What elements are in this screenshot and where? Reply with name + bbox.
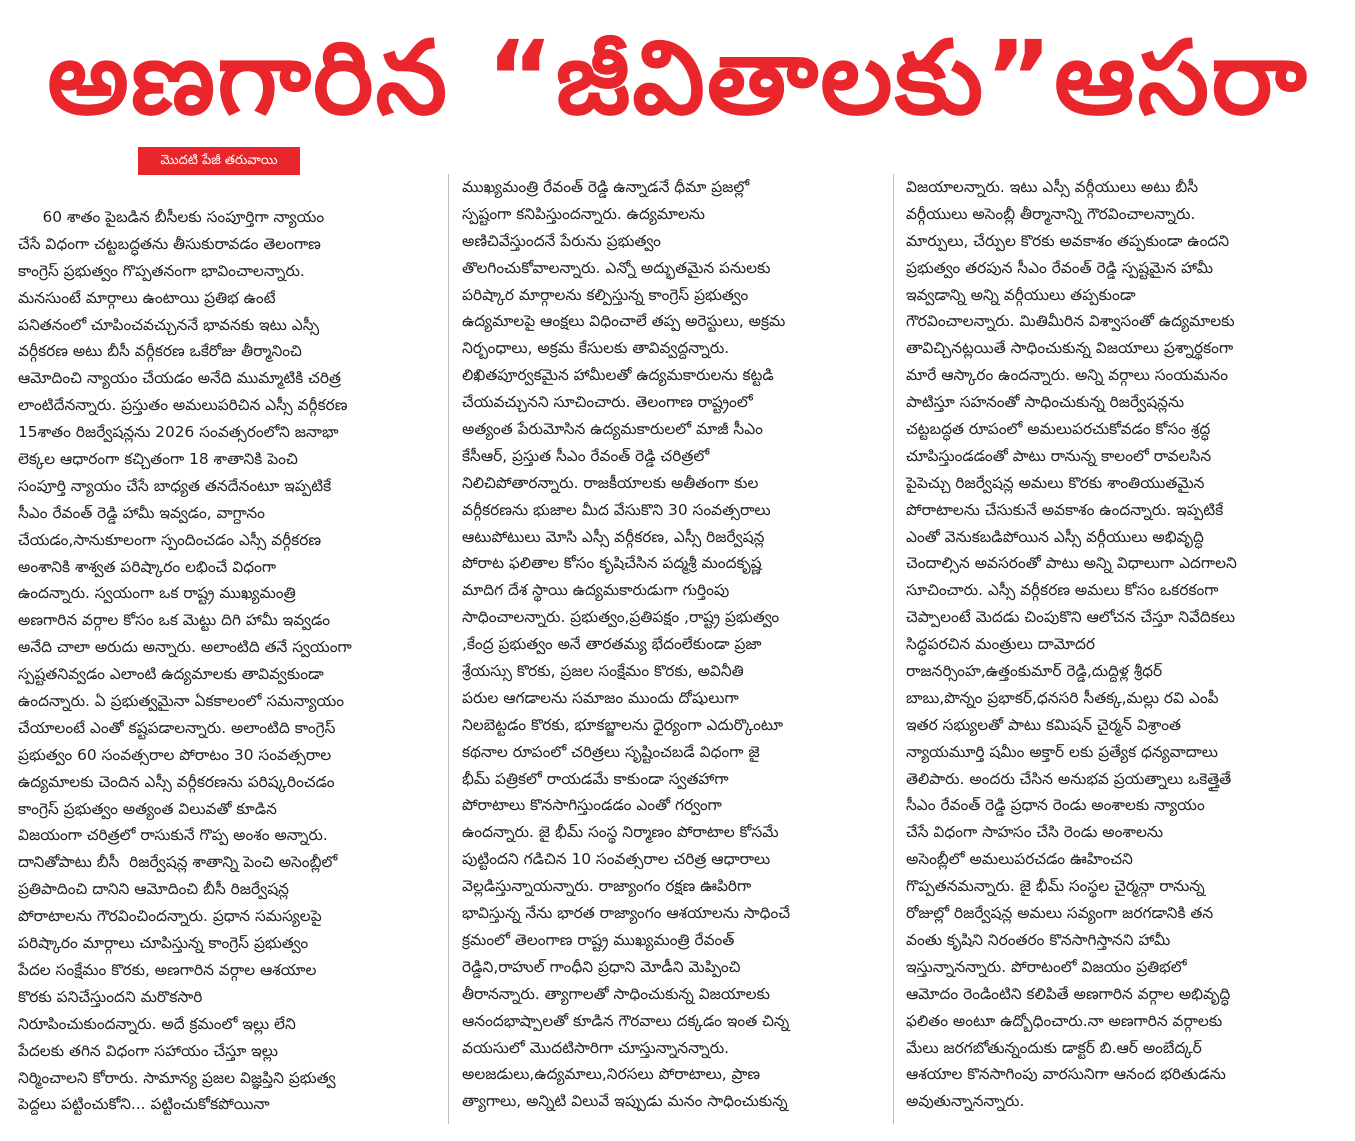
article-line: పనితనంలో చూపించవచ్చుననే భావనకు ఇటు ఎస్సీ [18, 315, 320, 334]
article-line: చూపిస్తుండడంతో పాటు రానున్న కాలంలో రావలసిన [906, 446, 1212, 465]
article-column-3 [906, 174, 1338, 1115]
article-line: వర్గీయులు అసెంబ్లీ తీర్మానాన్ని గౌరవించాలన్నారు. [906, 204, 1196, 223]
article-line: చేసే విధంగా సాహసం చేసి రెండు అంశాలను [906, 823, 1164, 842]
article-line: ఫలితం అంటూ ఉద్బోధించారు.నా అణగారిన వర్గాలకు [906, 1011, 1223, 1030]
article-line: ఆటుపోటులు మోసి ఎస్సీ వర్గీకరణ, ఎస్సీ రిజర్వేషన్ల [462, 527, 765, 546]
article-line: ముఖ్యమంత్రి రేవంత్ రెడ్డి ఉన్నాడనే ధీమా ప్రజల్లో [462, 178, 750, 196]
article-line: అలజడులు,ఉద్యమాలు,నిరసలు పోరాటాలు, ప్రాణ [462, 1065, 761, 1084]
article-line: స్పష్టతనివ్వడం ఎలాంటి ఉద్యమాలకు తావివ్వకుండా [18, 665, 324, 684]
article-line: శ్రేయస్సు కొరకు, ప్రజల సంక్షేమం కొరకు, అవినీతి [462, 662, 744, 681]
article-line: పోరాటాలు కొనసాగిస్తుండడం ఎంతో గర్వంగా [462, 796, 722, 815]
article-line: కేసీఆర్, ప్రస్తుత సీఎం రేవంత్ రెడ్డి చరిత్రలో [462, 446, 710, 465]
article-line: న్యాయమూర్తి షమీం అక్తార్ లకు ప్రత్యేక ధన్యవాదాలు [906, 742, 1218, 761]
article-line: క్రమంలో తెలంగాణ రాష్ట్ర ముఖ్యమంత్రి రేవంత్ [462, 930, 735, 949]
article-line: స్పష్టంగా కనిపిస్తుందన్నారు. ఉద్యమాలను [462, 204, 706, 223]
article-line: రోజుల్లో రిజర్వేషన్ల అమలు సవ్యంగా జరగడానికి తన [906, 904, 1214, 923]
article-line: సాధించాలన్నారు. ప్రభుత్వం,ప్రతిపక్షం ,రాష్ట్ర ప్రభుత్వం [462, 608, 780, 627]
article-line: చట్టబద్ధత రూపంలో అమలుపరచుకోవడం కోసం శ్రద్ధ [906, 420, 1211, 439]
article-line: పేదల సంక్షేమం కొరకు, అణగారిన వర్గాల ఆశయాల [18, 960, 317, 979]
article-line: విజయంగా చరిత్రలో రాసుకునే గొప్ప అంశం అన్నారు. [18, 826, 328, 845]
article-line: చేసే విధంగా చట్టబద్ధతను తీసుకురావడం తెలంగాణ [18, 234, 321, 253]
article-line: పోరాటాలను చేసుకునే అవకాశం ఉందన్నారు. ఇప్పటికే [906, 500, 1224, 519]
article-line: గౌరవించాలన్నారు. మితిమీరిన విశ్వాసంతో ఉద్యమాలకు [906, 312, 1235, 331]
article-line: పరుల ఆగడాలను సమాజం ముందు దోషులుగా [462, 688, 739, 707]
article-line: చేయాలంటే ఎంతో కష్టపడాలన్నారు. అలాంటిది కాంగ్రెస్ [18, 718, 336, 737]
article-line: రాజనర్సింహ,ఉత్తంకుమార్ రెడ్డి,దుద్దిళ్ల శ్రీధర్ [906, 662, 1163, 681]
article-line: ,కేంద్ర ప్రభుత్వం అనే తారతమ్య భేదంలేకుండా ప్రజా [462, 635, 762, 654]
article-line: ప్రభుత్వం తరపున సీఎం రేవంత్ రెడ్డి స్పష్టమైన హామీ [906, 258, 1214, 277]
article-line: సీఎం రేవంత్ రెడ్డి హామీ ఇవ్వడం, వాగ్దానం [18, 503, 265, 522]
article-line: పాటిస్తూ సహనంతో సాధించుకున్న రిజర్వేషన్లను [906, 393, 1185, 412]
article-line: అణగారిన వర్గాల కోసం ఒక మెట్టు దిగి హామీ ఇవ్వడం [18, 611, 331, 630]
article-line: అనేది చాలా అరుదు అన్నారు. అలాంటిది తనే స్వయంగా [18, 638, 352, 657]
article-line: బాబు,పొన్నం ప్రభాకర్,ధనసరి సీతక్క,మల్లు రవి ఎంపీ [906, 688, 1219, 707]
headline: అణగారిన “జీవితాలకు”ఆసరా [47, 19, 1309, 138]
article-line: కాంగ్రెస్ ప్రభుత్వం అత్యంత విలువతో కూడిన [18, 799, 277, 818]
article-line: చేయడం,సానుకూలంగా స్పందించడం ఎస్సీ వర్గీకరణ [18, 530, 322, 549]
article-line: భావిస్తున్న నేను భారత రాజ్యాంగం ఆశయాలను సాధించే [462, 904, 791, 923]
article-line: విజయాలన్నారు. ఇటు ఎస్సీ వర్గీయులు అటు బీసీ [906, 178, 1199, 196]
article-line: పోరాటాలను గౌరవించిందన్నారు. ప్రధాన సమస్యలపై [18, 907, 322, 926]
article-line: నిర్మించాలని కోరారు. సామాన్య ప్రజల విజ్ఞప్తిని ప్రభుత్వ [18, 1068, 336, 1087]
article-line: మారే ఆస్కారం ఉందన్నారు. అన్ని వర్గాలు సంయమనం [906, 366, 1229, 385]
article-line: ప్రతిపాదించి దానిని ఆమోదించి బీసీ రిజర్వేషన్ల [18, 880, 289, 899]
article-line: నిరూపించుకుందన్నారు. అదే క్రమంలో ఇల్లు లేని [18, 1014, 296, 1033]
article-line: అంశానికి శాశ్వత పరిష్కారం లభించే విధంగా [18, 557, 277, 576]
article-line: మనసుంటే మార్గాలు ఉంటాయి ప్రతిభ ఉంటే [18, 288, 276, 307]
article-line: దానితోపాటు బీసీ రిజర్వేషన్ల శాతాన్ని పెంచి అసెంబ్లీలో [18, 853, 338, 872]
column-separator [893, 174, 894, 1124]
article-line: మేలు జరగబోతున్నందుకు డాక్టర్ బి.ఆర్ అంబేద్కర్ [906, 1038, 1202, 1057]
article-line: తీరానన్నారు. త్యాగాలతో సాధించుకున్న విజయాలకు [462, 984, 770, 1003]
article-column-2 [462, 174, 882, 1115]
article-line: నిలబెట్టడం కొరకు, భూకబ్జాలను ధైర్యంగా ఎదుర్కొంటూ [462, 715, 784, 734]
article-line: పోరాట ఫలితాల కోసం కృషిచేసిన పద్మశ్రీ మందకృష్ణ [462, 554, 762, 573]
article-line: పరిష్కార మార్గాలను కల్పిస్తున్న కాంగ్రెస్ ప్రభుత్వం [462, 285, 749, 304]
article-line: ఉందన్నారు. ఏ ప్రభుత్వమైనా ఏకకాలంలో సమన్యాయం [18, 692, 345, 711]
article-line: సిద్ధపరచిన మంత్రులు దామోదర [906, 635, 1095, 654]
article-column-1 [18, 204, 438, 1118]
article-line: ఉందన్నారు. స్వయంగా ఒక రాష్ట్ర ముఖ్యమంత్రి [18, 584, 296, 603]
article-line: త్యాగాలు, అన్నిటి విలువే ఇప్పుడు మనం సాధించుకున్న [462, 1092, 788, 1111]
article-line: మాదిగ దేశ స్థాయి ఉద్యమకారుడుగా గుర్తింపు [462, 581, 730, 600]
article-line: తెలిపారు. అందరు చేసిన అనుభవ ప్రయత్నాలు ఒకెత్తైతే [906, 769, 1232, 788]
article-line: ఆశయాల కొనసాగింపు వారసునిగా ఆనంద భరితుడను [906, 1065, 1226, 1084]
article-line: పరిష్కారం మార్గాలు చూపిస్తున్న కాంగ్రెస్ ప్రభుత్వం [18, 934, 309, 953]
article-line: లెక్కల ఆధారంగా కచ్చితంగా 18 శాతానికి పెంచి [18, 450, 298, 469]
article-line: వర్గీకరణను భుజాల మీద వేసుకొని 30 సంవత్సరాలు [462, 500, 771, 519]
article-line: గొప్పతనమన్నారు. జై భీమ్ సంస్థల చైర్మన్గా రానున్న [906, 877, 1205, 896]
article-line: సంపూర్తి న్యాయం చేసే బాధ్యత తనదేనంటూ ఇప్పటికే [18, 476, 332, 495]
article-line: సూచించారు. ఎస్సీ వర్గీకరణ అమలు కోసం ఒకరకంగా [906, 581, 1219, 600]
article-line: వెల్లడిస్తున్నాయన్నారు. రాజ్యాంగం రక్షణ ఊపిరిగా [462, 877, 752, 896]
article-line: అవుతున్నానన్నారు. [906, 1092, 1025, 1111]
article-line: చేయవచ్చునని సూచించారు. తెలంగాణ రాష్ట్రంలో [462, 393, 753, 412]
article-line: ఉందన్నారు. జై భీమ్ సంస్థ నిర్మాణం పోరాటాల కోసమే [462, 823, 779, 842]
article-line: ఉద్యమాలకు చెందిన ఎస్సీ వర్గీకరణను పరిష్కరించడం [18, 772, 335, 791]
article-line: అసెంబ్లీలో అమలుపరచడం ఊహించని [906, 850, 1133, 869]
article-line: లిఖితపూర్వకమైన హామీలతో ఉద్యమకారులను కట్టడి [462, 366, 774, 385]
article-line: రెడ్డిని,రాహుల్ గాంధీని ప్రధాని మోడీని మెప్పించి [462, 957, 741, 976]
article-line: తావిచ్చినట్లయితే సాధించుకున్న విజయాలు ప్రశ్నార్థకంగా [906, 339, 1234, 358]
article-line: కొరకు పనిచేస్తుందని మరొకసారి [18, 987, 203, 1006]
article-line: ఆమోదించి న్యాయం చేయడం అనేది ముమ్మాటికి చరిత్ర [18, 369, 341, 388]
article-line: అత్యంత పేరుమోసిన ఉద్యమకారులలో మాజీ సీఎం [462, 420, 763, 439]
article-line: పుట్టిందని గడిచిన 10 సంవత్సరాల చరిత్ర ఆధారాలు [462, 850, 771, 869]
article-line: పేదలకు తగిన విధంగా సహాయం చేస్తూ ఇల్లు [18, 1041, 278, 1060]
article-line: ఉద్యమాలపై ఆంక్షలు విధించాలే తప్ప అరెస్టులు, అక్రమ [462, 312, 786, 331]
article-line: ఇస్తున్నానన్నారు. పోరాటంలో విజయం ప్రతిభలో [906, 957, 1187, 976]
article-line: ఇవ్వడాన్ని అన్ని వర్గీయులు తప్పకుండా [906, 285, 1136, 304]
article-line: ఆనందభాష్పాలతో కూడిన గౌరవాలు దక్కడం ఇంత చిన్న [462, 1011, 790, 1030]
article-line: పైపెచ్చు రిజర్వేషన్ల అమలు కొరకు శాంతియుతమైన [906, 473, 1205, 492]
article-line: నిలిచిపోతారన్నారు. రాజకీయాలకు అతీతంగా కుల [462, 473, 759, 492]
article-line: అణిచివేస్తుందనే పేరును ప్రభుత్వం [462, 231, 661, 250]
column-separator [448, 174, 449, 1124]
article-line: వంతు కృషిని నిరంతరం కొనసాగిస్తానని హామీ [906, 930, 1171, 949]
article-line: వయసులో మొదటిసారిగా చూస్తున్నానన్నారు. [462, 1038, 730, 1057]
article-line: పెద్దలు పట్టించుకోని... పట్టించుకోకపోయినా [18, 1095, 270, 1114]
article-line: లాంటిదేనన్నారు. ప్రస్తుతం అమలుపరిచిన ఎస్సీ వర్గీకరణ [18, 396, 348, 415]
article-line: 60 శాతం పైబడిన బీసీలకు సంపూర్తిగా న్యాయం [18, 208, 325, 226]
article-line: సీఎం రేవంత్ రెడ్డి ప్రధాన రెండు అంశాలకు న్యాయం [906, 796, 1205, 815]
article-line: ఎంతో వెనుకబడిపోయిన ఎస్సీ వర్గీయులు అభివృద్ధి [906, 527, 1204, 546]
article-line: చెప్పాలంటే మెదడు చింపుకొని ఆలోచన చేస్తూ నివేదికలు [906, 608, 1236, 627]
article-line: ఇతర సభ్యులతో పాటు కమిషన్ చైర్మన్ విశ్రాంత [906, 715, 1181, 734]
article-line: కథనాల రూపంలో చరిత్రలు సృష్టించబడే విధంగా జై [462, 742, 760, 761]
article-line: చెందాల్సిన అవసరంతో పాటు అన్ని విధాలుగా ఎదగాలని [906, 554, 1237, 573]
article-line: భీమ్ పత్రికలో రాయడమే కాకుండా స్వతహాగా [462, 769, 729, 788]
continuation-tag: మొదటి పేజీ తరువాయి [138, 147, 300, 175]
article-line: ప్రభుత్వం 60 సంవత్సరాల పోరాటం 30 సంవత్సరాల [18, 745, 332, 764]
article-line: 15శాతం రిజర్వేషన్లను 2026 సంవత్సరంలోని జనాభా [18, 423, 339, 442]
article-line: కాంగ్రెస్ ప్రభుత్వం గొప్పతనంగా భావించాలన్నారు. [18, 261, 305, 280]
article-line: నిర్బంధాలు, అక్రమ కేసులకు తావివ్వద్దన్నారు. [462, 339, 730, 358]
article-line: తొలగించుకోవాలన్నారు. ఎన్నో అద్భుతమైన పనులకు [462, 258, 771, 277]
article-line: వర్గీకరణ అటు బీసీ వర్గీకరణ ఒకేరోజు తీర్మానించి [18, 342, 302, 361]
article-line: ఆమోదం రెండింటిని కలిపితే అణగారిన వర్గాల అభివృద్ధి [906, 984, 1231, 1003]
article-line: మార్పులు, చేర్పుల కొరకు అవకాశం తప్పకుండా ఉందని [906, 231, 1230, 250]
